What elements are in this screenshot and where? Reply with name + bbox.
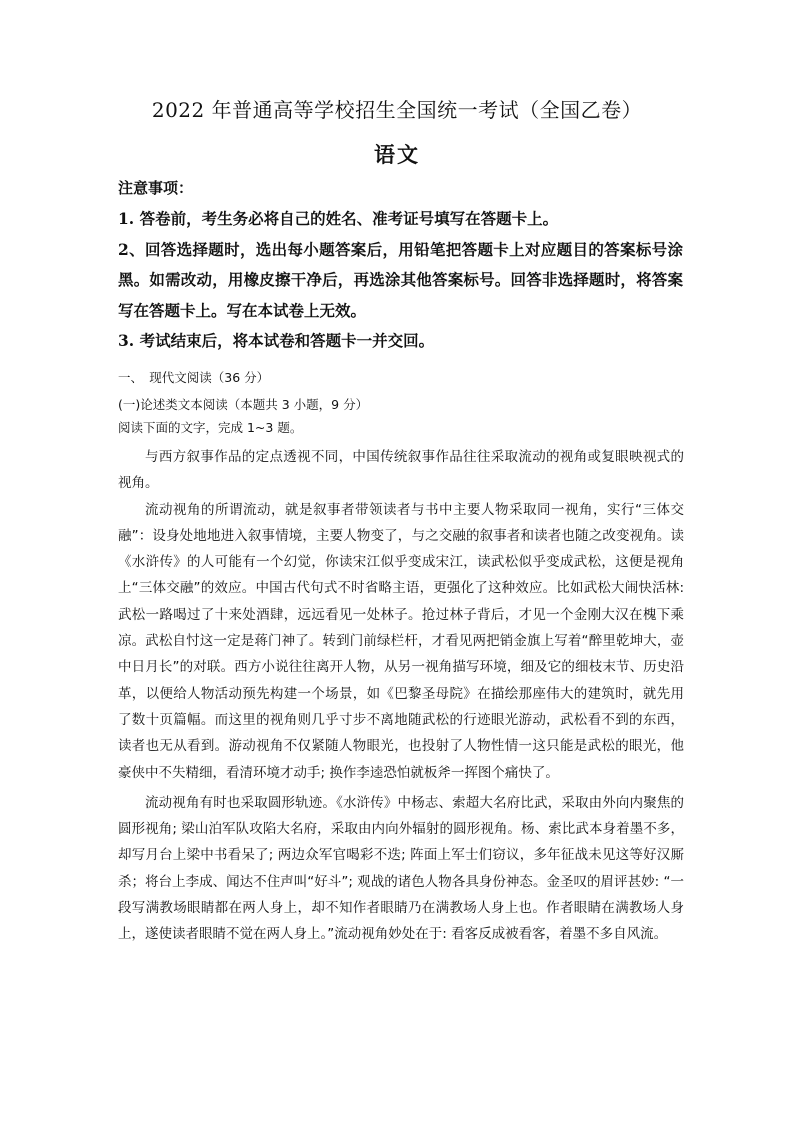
section-heading: 一、 现代文阅读（36 分）	[118, 370, 270, 385]
reading-passage	[118, 444, 684, 948]
section-subheading: (一)论述类文本阅读（本题共 3 小题，9 分）	[118, 397, 369, 412]
note-item-2: 2、回答选择题时，选出每小题答案后，用铅笔把答题卡上对应题目的答案标号涂黑。如需改动，用橡皮擦干净后，再选涂其他答案标号。回答非选择题时，将答案写在答题卡上。写在本试卷上无效。	[118, 239, 683, 320]
subject-title: 语文	[374, 142, 420, 167]
exam-title: 2022 年普通高等学校招生全国统一考试（全国乙卷）	[151, 98, 643, 122]
notes-block	[118, 178, 683, 357]
passage-paragraph-1: 与西方叙事作品的定点透视不同，中国传统叙事作品往往采取流动的视角或复眼映视式的视角。	[118, 449, 684, 492]
notes-heading: 注意事项：	[118, 179, 194, 197]
section-instruction: 阅读下面的文字，完成 1~3 题。	[118, 420, 303, 435]
note-item-3: 3. 考试结束后，将本试卷和答题卡一并交回。	[118, 331, 435, 350]
note-item-1: 1. 答卷前，考生务必将自己的姓名、准考证号填写在答题卡上。	[118, 209, 559, 228]
passage-paragraph-3: 流动视角有时也采取圆形轨迹。《水浒传》中杨志、索超大名府比武，采取由外向内聚焦的圆形视角; 梁山泊军队攻陷大名府，采取由内向外辐射的圆形视角。杨、索比武本身着墨不多，却写月台上梁中书看呆了; 两边众军官喝彩不迭; 阵面上军士们窃议，多年征战未见这等好汉厮杀；将台上李成、闻达不住声叫“好斗”; 观战的诸色人物各具身份神态。金圣叹的眉评甚妙: “一段写满教场眼睛都在两人身上，却不知作者眼睛乃在满教场人身上也。作者眼睛在满教场人身上，遂使读者眼睛不觉在两人身上。”流动视角妙处在于: 看客反成被看客，着墨不多自风流。	[118, 794, 684, 943]
passage-paragraph-2: 流动视角的所谓流动，就是叙事者带领读者与书中主要人物采取同一视角，实行“三体交融”：设身处地地进入叙事情境，主要人物变了，与之交融的叙事者和读者也随之改变视角。读《水浒传》的人可能有一个幻觉，你读宋江似乎变成宋江，读武松似乎变成武松，这便是视角上“三体交融”的效应。中国古代句式不时省略主语，更强化了这种效应。比如武松大闹快活林: 武松一路喝过了十来处酒肆，远远看见一处林子。抢过林子背后，才见一个金刚大汉在槐下乘凉。武松自忖这一定是蒋门神了。转到门前绿栏杆，才看见两把销金旗上写着“醉里乾坤大，壶中日月长”的对联。西方小说往往离开人物，从另一视角描写环境，细及它的细枝末节、历史沿革，以便给人物活动预先构建一个场景，如《巴黎圣母院》在描绘那座伟大的建筑时，就先用了数十页篇幅。而这里的视角则几乎寸步不离地随武松的行迹眼光游动，武松看不到的东西，读者也无从看到。游动视角不仅紧随人物眼光，也投射了人物性情一这只能是武松的眼光，他豪侠中不失精细，看清环境才动手; 换作李逵恐怕就板斧一挥图个痛快了。	[118, 501, 684, 781]
